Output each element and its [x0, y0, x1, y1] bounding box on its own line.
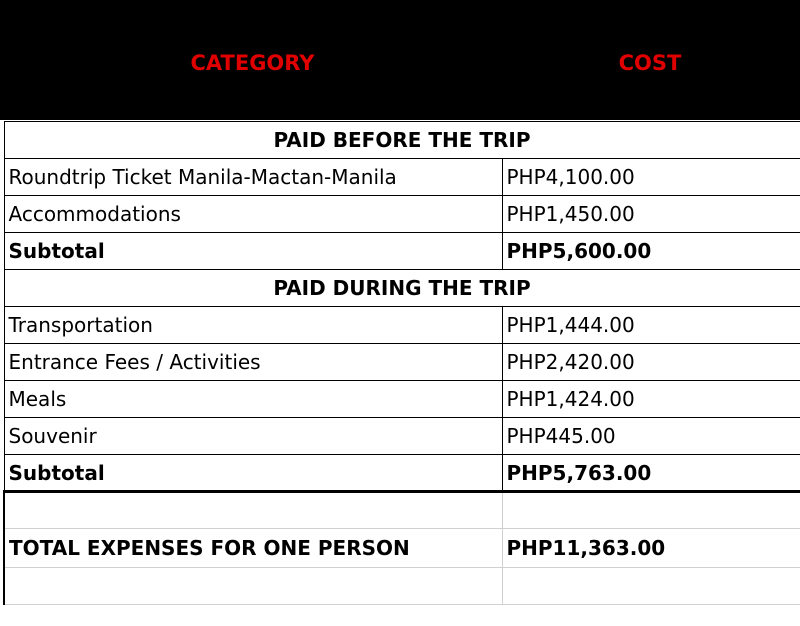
table-row — [4, 418, 800, 455]
table-row — [4, 381, 800, 418]
section-title: PAID DURING THE TRIP — [4, 270, 800, 307]
table-row — [4, 344, 800, 381]
subtotal-label: Subtotal — [4, 233, 502, 270]
empty-cell — [502, 568, 800, 605]
table-header — [0, 0, 800, 120]
total-label: TOTAL EXPENSES FOR ONE PERSON — [4, 529, 502, 568]
category-cell: Souvenir — [4, 418, 502, 455]
category-column-header: CATEGORY — [190, 51, 315, 75]
cost-cell: PHP1,444.00 — [502, 307, 800, 344]
category-cell: Entrance Fees / Activities — [4, 344, 502, 381]
blank-row — [4, 568, 800, 605]
category-cell: Accommodations — [4, 196, 502, 233]
category-cell: Roundtrip Ticket Manila-Mactan-Manila — [4, 159, 502, 196]
expense-table — [3, 121, 800, 605]
empty-cell — [4, 568, 502, 605]
cost-cell: PHP445.00 — [502, 418, 800, 455]
cost-column-header: COST — [618, 51, 682, 75]
table-row — [4, 159, 800, 196]
blank-row — [4, 492, 800, 529]
cost-cell: PHP2,420.00 — [502, 344, 800, 381]
table-row — [4, 196, 800, 233]
subtotal-cost: PHP5,600.00 — [502, 233, 800, 270]
category-cell: Meals — [4, 381, 502, 418]
section-title: PAID BEFORE THE TRIP — [4, 122, 800, 159]
cost-cell: PHP1,424.00 — [502, 381, 800, 418]
category-cell: Transportation — [4, 307, 502, 344]
subtotal-label: Subtotal — [4, 455, 502, 492]
cost-cell: PHP1,450.00 — [502, 196, 800, 233]
section-header-before — [4, 122, 800, 159]
subtotal-row-during — [4, 455, 800, 492]
total-row — [4, 529, 800, 568]
table-row — [4, 307, 800, 344]
total-cost: PHP11,363.00 — [502, 529, 800, 568]
section-header-during — [4, 270, 800, 307]
empty-cell — [502, 492, 800, 529]
empty-cell — [4, 492, 502, 529]
cost-cell: PHP4,100.00 — [502, 159, 800, 196]
subtotal-row-before — [4, 233, 800, 270]
subtotal-cost: PHP5,763.00 — [502, 455, 800, 492]
